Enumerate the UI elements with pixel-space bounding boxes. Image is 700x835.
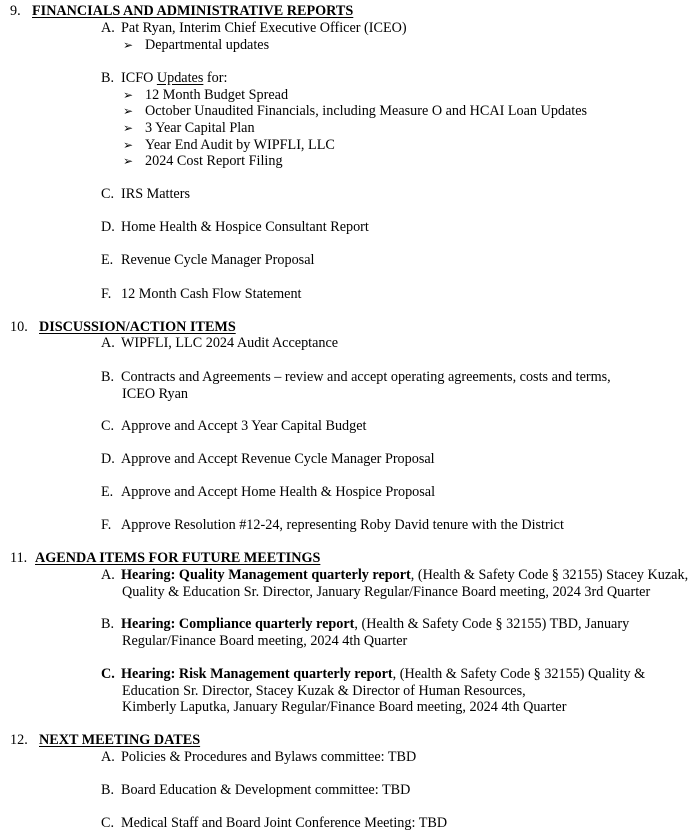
section-11-title: AGENDA ITEMS FOR FUTURE MEETINGS: [35, 550, 321, 566]
s10-item-d-text: Approve and Accept Revenue Cycle Manager Proposal: [121, 451, 435, 467]
arrow-bullet-icon: ➢: [123, 38, 134, 52]
s9-item-c-text: IRS Matters: [121, 186, 190, 202]
s11-item-a: [101, 567, 689, 600]
arrow-bullet-icon: ➢: [123, 138, 134, 152]
s9-b-bullet-3: [123, 120, 255, 137]
s10-item-f: [101, 517, 681, 534]
section-12-heading: [10, 732, 200, 749]
s9-item-d-text: Home Health & Hospice Consultant Report: [121, 219, 369, 235]
section-10-title: DISCUSSION/ACTION ITEMS: [39, 319, 236, 335]
s9-b-bullet-4-text: Year End Audit by WIPFLI, LLC: [145, 137, 335, 153]
s9-item-b: [101, 70, 681, 87]
s9-item-a-letter: A.: [101, 20, 115, 36]
s10-item-b-letter: B.: [101, 369, 115, 385]
s11-item-b-letter: B.: [101, 616, 115, 632]
section-9-number: 9.: [10, 3, 21, 19]
s9-item-a-text: Pat Ryan, Interim Chief Executive Officer (ICEO): [121, 20, 407, 36]
s9-item-b-post: for:: [203, 70, 228, 86]
s9-item-b-pre: ICFO: [121, 70, 157, 86]
s9-item-c-letter: C.: [101, 186, 115, 202]
s9-item-c: [101, 186, 681, 203]
s9-b-bullet-3-text: 3 Year Capital Plan: [145, 120, 255, 136]
arrow-bullet-icon: ➢: [123, 104, 134, 118]
s9-item-e-letter: E.: [101, 252, 114, 268]
s10-item-a-text: WIPFLI, LLC 2024 Audit Acceptance: [121, 335, 339, 351]
arrow-bullet-icon: ➢: [123, 88, 134, 102]
s9-item-e: [101, 252, 681, 269]
s10-item-a: [101, 335, 681, 352]
s11-item-c-line3: Kimberly Laputka, January Regular/Finance Board meeting, 2024 4th Quarter: [122, 699, 567, 716]
s11-item-b-line2: Regular/Finance Board meeting, 2024 4th Quarter: [122, 632, 408, 649]
s9-a-bullet-1-text: Departmental updates: [145, 37, 270, 53]
arrow-bullet-icon: ➢: [123, 121, 134, 135]
s12-item-a-letter: A.: [101, 749, 115, 765]
section-11-heading: [10, 550, 320, 567]
s9-item-d: [101, 219, 681, 236]
section-12-number: 12.: [10, 732, 28, 748]
s9-item-d-letter: D.: [101, 219, 115, 235]
s11-item-a-line2: Quality & Education Sr. Director, January Regular/Finance Board meeting, 2024 3rd Quarter: [122, 583, 651, 600]
s9-b-bullet-4: [123, 137, 335, 154]
s10-item-c: [101, 418, 681, 435]
s9-item-f-letter: F.: [101, 286, 112, 302]
s9-b-bullet-1: [123, 87, 288, 104]
s12-item-a-text: Policies & Procedures and Bylaws committee: TBD: [121, 749, 417, 765]
s11-item-b: [101, 616, 681, 649]
s12-item-c-letter: C.: [101, 815, 115, 831]
s10-item-b-line2: ICEO Ryan: [122, 385, 189, 402]
s10-item-b-line1: Contracts and Agreements – review and accept operating agreements, costs and terms,: [121, 369, 611, 385]
s9-item-e-text: Revenue Cycle Manager Proposal: [121, 252, 315, 268]
s12-item-b-letter: B.: [101, 782, 115, 798]
s10-item-b: [101, 369, 681, 402]
section-11-number: 11.: [10, 550, 28, 566]
s11-item-a-letter: A.: [101, 567, 115, 583]
s10-item-e: [101, 484, 681, 501]
s10-item-a-letter: A.: [101, 335, 115, 351]
s11-item-b-bold: Hearing: Compliance quarterly report: [121, 616, 355, 632]
s9-a-bullet-1: [123, 37, 269, 54]
s12-item-b-text: Board Education & Development committee: TBD: [121, 782, 411, 798]
s12-item-b: [101, 782, 681, 799]
s11-item-c-line2: Education Sr. Director, Stacey Kuzak & Director of Human Resources,: [122, 682, 526, 699]
s11-item-a-bold: Hearing: Quality Management quarterly report: [121, 567, 411, 583]
s9-item-b-letter: B.: [101, 70, 115, 86]
s12-item-c-text: Medical Staff and Board Joint Conference Meeting: TBD: [121, 815, 448, 831]
s9-item-a: [101, 20, 681, 37]
s10-item-e-letter: E.: [101, 484, 114, 500]
section-12-title: NEXT MEETING DATES: [39, 732, 201, 748]
s10-item-e-text: Approve and Accept Home Health & Hospice Proposal: [121, 484, 436, 500]
s9-item-f: [101, 286, 681, 303]
s10-item-f-text: Approve Resolution #12-24, representing Roby David tenure with the District: [121, 517, 564, 533]
s11-item-c-letter: C.: [101, 666, 115, 682]
s9-item-f-text: 12 Month Cash Flow Statement: [121, 286, 302, 302]
s9-b-bullet-5: [123, 153, 283, 170]
s11-item-a-rest: , (Health & Safety Code § 32155) Stacey Kuzak,: [410, 567, 689, 583]
s9-b-bullet-2: [123, 103, 587, 120]
section-9-title: FINANCIALS AND ADMINISTRATIVE REPORTS: [32, 3, 354, 19]
s9-item-b-underlined: Updates: [156, 70, 204, 86]
s10-item-f-letter: F.: [101, 517, 112, 533]
s9-b-bullet-2-text: October Unaudited Financials, including Measure O and HCAI Loan Updates: [145, 103, 588, 119]
s10-item-c-letter: C.: [101, 418, 115, 434]
s10-item-d-letter: D.: [101, 451, 115, 467]
section-10-number: 10.: [10, 319, 28, 335]
section-9-heading: [10, 3, 353, 20]
s11-item-c-bold: Hearing: Risk Management quarterly report: [121, 666, 393, 682]
s9-b-bullet-5-text: 2024 Cost Report Filing: [145, 153, 283, 169]
s12-item-c: [101, 815, 681, 832]
s9-b-bullet-1-text: 12 Month Budget Spread: [145, 87, 289, 103]
s10-item-c-text: Approve and Accept 3 Year Capital Budget: [121, 418, 367, 434]
s11-item-b-rest: , (Health & Safety Code § 32155) TBD, January: [354, 616, 630, 632]
section-10-heading: [10, 319, 236, 336]
s12-item-a: [101, 749, 681, 766]
s11-item-c: [101, 666, 681, 716]
s10-item-d: [101, 451, 681, 468]
arrow-bullet-icon: ➢: [123, 154, 134, 168]
s11-item-c-rest: , (Health & Safety Code § 32155) Quality &: [392, 666, 646, 682]
